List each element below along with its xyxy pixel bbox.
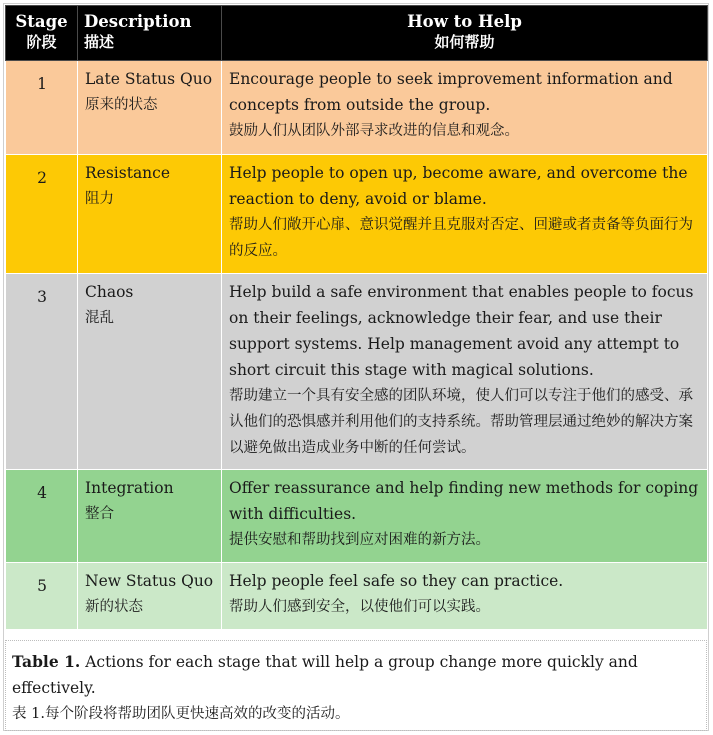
header-description-zh: 描述 xyxy=(84,33,115,51)
header-how-to-help-en: How to Help xyxy=(407,12,522,31)
help-text-en: Help people feel safe so they can practice. xyxy=(229,572,564,590)
table-caption xyxy=(5,640,707,731)
stage-description xyxy=(78,61,222,155)
header-stage xyxy=(6,6,78,61)
caption-label: Table 1. xyxy=(12,652,81,671)
help-text-en: Encourage people to seek improvement information and concepts from outside the group. xyxy=(229,70,673,114)
stage-name-zh: 阻力 xyxy=(85,191,114,207)
stage-name-en: Chaos xyxy=(85,283,134,301)
stage-number: 2 xyxy=(6,155,78,274)
help-text-zh: 帮助建立一个具有安全感的团队环境，使人们可以专注于他们的感受、承认他们的恐惧感并利用他们的支持系统。帮助管理层通过绝妙的解决方案以避免做出造成业务中断的任何尝试。 xyxy=(229,388,693,456)
stage-name-zh: 整合 xyxy=(85,506,114,522)
header-stage-en: Stage xyxy=(15,12,68,31)
stage-number: 4 xyxy=(6,470,78,563)
stage-name-en: Integration xyxy=(85,479,174,497)
stage-number: 1 xyxy=(6,61,78,155)
stage-name-zh: 原来的状态 xyxy=(85,97,158,113)
stage-description xyxy=(78,563,222,630)
help-text-zh: 帮助人们敞开心扉、意识觉醒并且克服对否定、回避或者责备等负面行为的反应。 xyxy=(229,217,693,259)
table-row xyxy=(6,563,708,630)
stage-description xyxy=(78,155,222,274)
stage-help xyxy=(222,61,708,155)
header-how-to-help-zh: 如何帮助 xyxy=(434,33,495,51)
stage-help xyxy=(222,155,708,274)
help-text-en: Help build a safe environment that enables people to focus on their feelings, acknowledge their fear, and use their support systems. Help management avoid any attempt to short circuit this stage with magical solutions. xyxy=(229,283,694,379)
stage-name-zh: 混乱 xyxy=(85,310,114,326)
table-header-row xyxy=(6,6,708,61)
help-text-en: Offer reassurance and help finding new methods for coping with difficulties. xyxy=(229,479,699,523)
stage-description xyxy=(78,274,222,470)
stage-number: 5 xyxy=(6,563,78,630)
caption-text-zh: 表 1.每个阶段将帮助团队更快速高效的改变的活动。 xyxy=(12,706,350,722)
header-how-to-help xyxy=(222,6,708,61)
stage-number: 3 xyxy=(6,274,78,470)
help-text-zh: 帮助人们感到安全，以使他们可以实践。 xyxy=(229,599,490,615)
table-row xyxy=(6,155,708,274)
stage-help xyxy=(222,563,708,630)
help-text-zh: 提供安慰和帮助找到应对困难的新方法。 xyxy=(229,532,490,548)
stage-help xyxy=(222,274,708,470)
header-stage-zh: 阶段 xyxy=(26,33,57,51)
help-text-en: Help people to open up, become aware, and overcome the reaction to deny, avoid or blame. xyxy=(229,164,688,208)
stage-name-en: Late Status Quo xyxy=(85,70,213,88)
stage-name-zh: 新的状态 xyxy=(85,599,143,615)
stage-name-en: New Status Quo xyxy=(85,572,214,590)
table-row xyxy=(6,274,708,470)
stage-description xyxy=(78,470,222,563)
stages-table xyxy=(5,5,708,630)
header-description xyxy=(78,6,222,61)
stage-name-en: Resistance xyxy=(85,164,171,182)
stage-help xyxy=(222,470,708,563)
header-description-en: Description xyxy=(84,12,192,31)
table-row xyxy=(6,61,708,155)
caption-text-en: Actions for each stage that will help a group change more quickly and effectively. xyxy=(12,653,638,697)
table-row xyxy=(6,470,708,563)
help-text-zh: 鼓励人们从团队外部寻求改进的信息和观念。 xyxy=(229,123,519,139)
